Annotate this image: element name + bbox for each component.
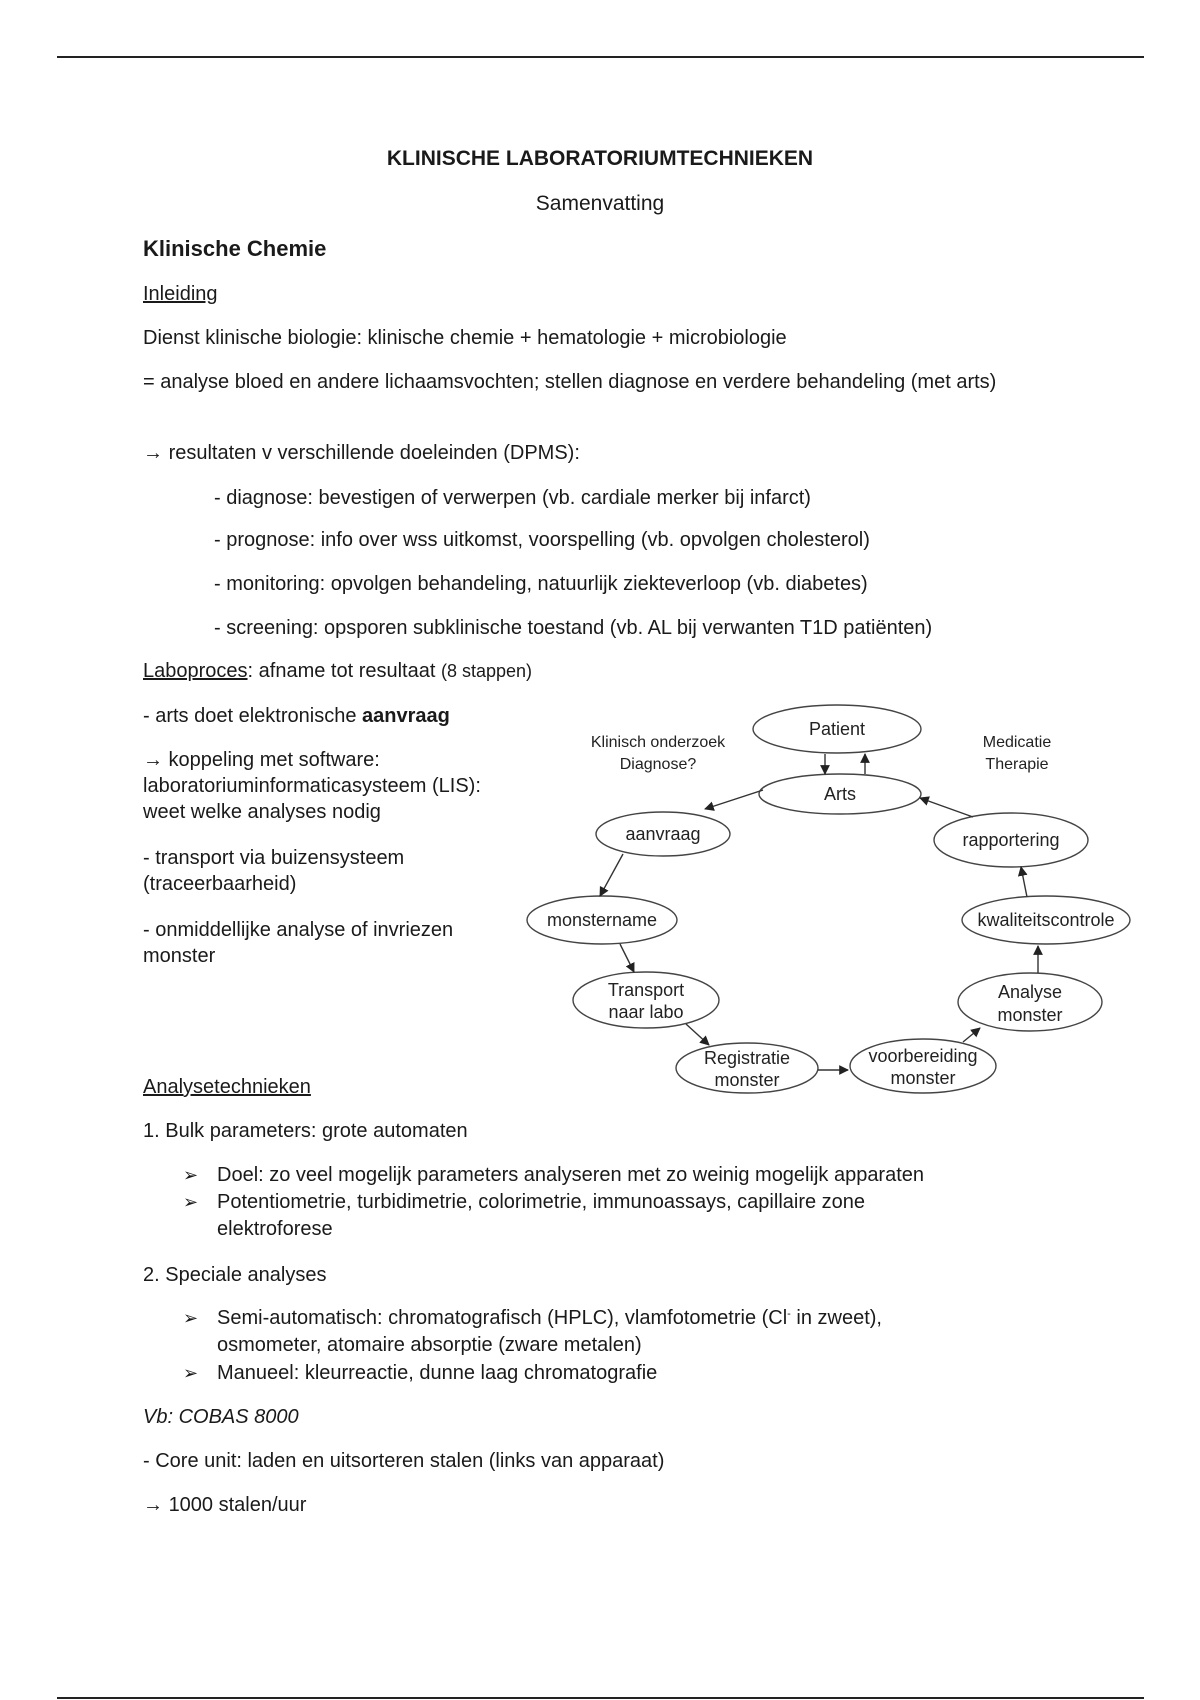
document-subtitle: Samenvatting [535, 192, 665, 215]
node-label-analyse-1: Analyse [997, 982, 1063, 1002]
note-left-2: Diagnose? [619, 756, 697, 773]
laboproces-cycle-diagram [510, 700, 1150, 1100]
rate-line [143, 1492, 306, 1518]
rate-text: 1000 stalen/uur [168, 1494, 307, 1516]
special-item-text: Manueel: kleurreactie, dunne laag chromatografie [217, 1362, 658, 1384]
dpms-item-diagnose: - diagnose: bevestigen of verwerpen (vb. cardiale merker bij infarct) [214, 487, 811, 509]
node-label-registratie-1: Registratie [703, 1048, 791, 1068]
bulk-item-text: Doel: zo veel mogelijk parameters analyseren met zo weinig mogelijk apparaten [217, 1164, 925, 1186]
node-label-transport-2: naar labo [608, 1002, 684, 1022]
bulk-item [183, 1162, 1003, 1189]
node-label-kwaliteitscontrole: kwaliteitscontrole [977, 910, 1115, 930]
example-label: Vb: COBAS 8000 [143, 1406, 299, 1428]
step-lis: → koppeling met software: laboratoriuminformaticasysteem (LIS): weet welke analyses nodig [143, 749, 481, 823]
intro-paragraph-3 [143, 440, 580, 466]
bullet-arrow-icon: ➢ [183, 1308, 199, 1328]
bullet-arrow-icon: ➢ [183, 1363, 199, 1383]
node-label-patient: Patient [808, 719, 866, 739]
special-item-text: Semi-automatisch: chromatografisch (HPLC), vlamfotometrie (Cl- in zweet), osmometer, atomaire absorptie (zware metalen) [217, 1307, 882, 1356]
step-aanvraag [143, 703, 450, 729]
bullet-arrow-icon: ➢ [183, 1192, 199, 1212]
section-heading: Klinische Chemie [143, 236, 327, 261]
note-left-1: Klinisch onderzoek [590, 734, 726, 751]
laboproces-text: : afname tot resultaat [247, 660, 441, 682]
bulk-item [183, 1189, 1003, 1243]
bullet-arrow-icon: ➢ [183, 1165, 199, 1185]
bulk-item-text: Potentiometrie, turbidimetrie, colorimetrie, immunoassays, capillaire zone elektroforese [217, 1191, 866, 1240]
step-aanvraag-bold: aanvraag [362, 705, 450, 727]
intro-heading: Inleiding [143, 283, 218, 305]
top-rule [57, 56, 1144, 58]
edge-voorbereiding-analyse [963, 1028, 980, 1042]
node-label-arts: Arts [823, 784, 857, 804]
intro-paragraph-2: = analyse bloed en andere lichaamsvochten; stellen diagnose en verdere behandeling (met arts) [143, 371, 997, 393]
arrow-icon: → [143, 1494, 163, 1516]
step-aanvraag-text: - arts doet elektronische [143, 705, 362, 727]
bottom-rule [57, 1697, 1144, 1699]
step-analyse: - onmiddellijke analyse of invriezen monster [143, 919, 454, 967]
arrow-icon: → [143, 442, 163, 464]
edge-arts-aanvraag [705, 790, 763, 809]
laboproces-label: Laboproces [143, 660, 248, 682]
node-label-rapportering: rapportering [962, 830, 1060, 850]
node-label-aanvraag: aanvraag [625, 824, 701, 844]
bulk-heading: 1. Bulk parameters: grote automaten [143, 1120, 468, 1142]
edge-transport-registratie [686, 1024, 709, 1045]
node-label-transport-1: Transport [607, 980, 685, 1000]
edge-aanvraag-monstername [600, 854, 623, 896]
node-label-voorbereiding-2: monster [890, 1068, 956, 1088]
dpms-item-screening: - screening: opsporen subklinische toestand (vb. AL bij verwanten T1D patiënten) [214, 617, 933, 639]
special-item [183, 1305, 1003, 1359]
laboproces-steps-count: (8 stappen) [440, 661, 533, 681]
step-transport: - transport via buizensysteem (traceerbaarheid) [143, 847, 405, 895]
intro-paragraph-3-text: resultaten v verschillende doeleinden (DPMS): [168, 442, 580, 464]
intro-paragraph-1: Dienst klinische biologie: klinische chemie + hematologie + microbiologie [143, 327, 787, 349]
laboproces-line [143, 658, 532, 684]
node-label-voorbereiding-1: voorbereiding [868, 1046, 978, 1066]
edge-kwaliteit-rapportering [1021, 867, 1027, 897]
dpms-item-prognose: - prognose: info over wss uitkomst, voorspelling (vb. opvolgen cholesterol) [214, 529, 870, 551]
dpms-item-monitoring: - monitoring: opvolgen behandeling, natuurlijk ziekteverloop (vb. diabetes) [214, 573, 868, 595]
special-item [183, 1360, 1003, 1387]
note-right-1: Medicatie [982, 734, 1052, 751]
edge-rapportering-arts [920, 798, 973, 817]
node-label-monstername: monstername [546, 910, 658, 930]
document-title: KLINISCHE LABORATORIUMTECHNIEKEN [386, 147, 814, 170]
note-right-2: Therapie [985, 756, 1049, 773]
analysetechnieken-heading: Analysetechnieken [143, 1076, 311, 1098]
edge-monstername-transport [620, 944, 634, 972]
special-heading: 2. Speciale analyses [143, 1264, 327, 1286]
core-unit-line: - Core unit: laden en uitsorteren stalen (links van apparaat) [143, 1450, 665, 1472]
node-label-registratie-2: monster [714, 1070, 780, 1090]
node-label-analyse-2: monster [997, 1005, 1063, 1025]
